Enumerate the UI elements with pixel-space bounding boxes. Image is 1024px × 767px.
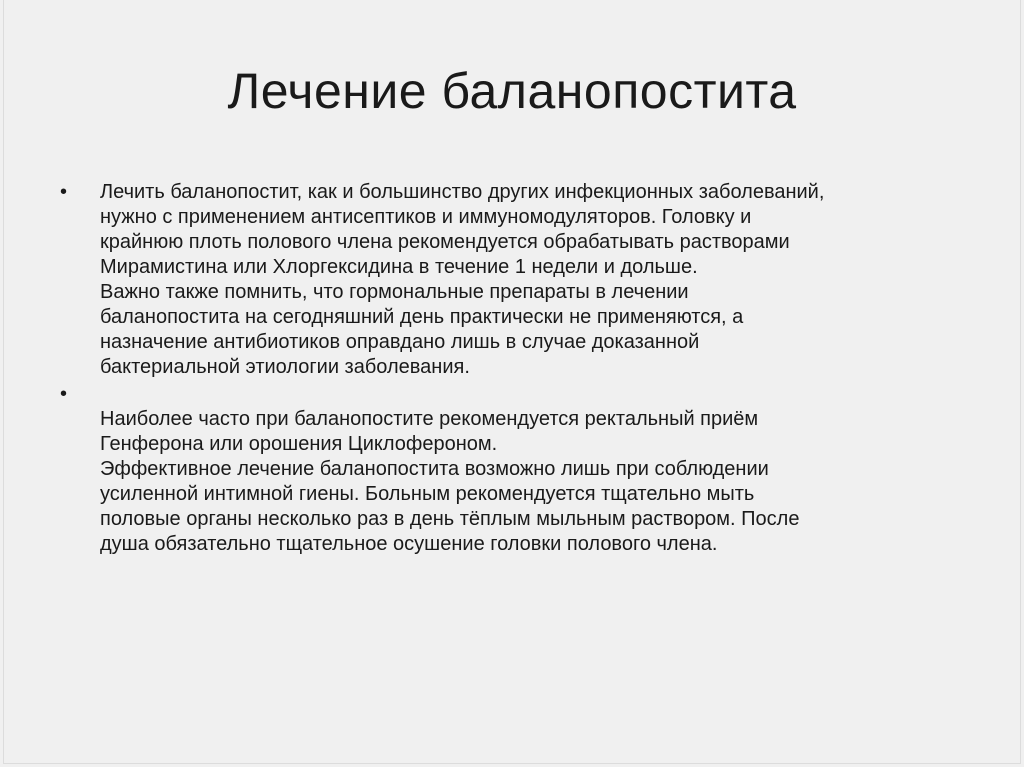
bullet-line: Мирамистина или Хлоргексидина в течение 1 недели и дольше. [100, 256, 698, 278]
bullet-line: половые органы несколько раз в день тёплым мыльным раствором. После [100, 508, 800, 530]
bullet-line: Важно также помнить, что гормональные препараты в лечении [100, 281, 689, 303]
bullet-line: баланопостита на сегодняшний день практически не применяются, а [100, 306, 744, 328]
bullet-line: назначение антибиотиков оправдано лишь в случае доказанной [100, 331, 700, 353]
slide-title: Лечение баланопостита [227, 63, 797, 119]
bullet-item-1 [60, 180, 920, 380]
bullet-line: Лечить баланопостит, как и большинство других инфекционных заболеваний, [100, 181, 825, 203]
bullet-icon: • [60, 181, 68, 203]
bullet-line: душа обязательно тщательное осушение головки полового члена. [100, 533, 718, 555]
bullet-line: нужно с применением антисептиков и иммуномодуляторов. Головку и [100, 206, 752, 228]
bullet-line: Генферона или орошения Циклофероном. [100, 433, 498, 455]
slide-body [60, 180, 920, 557]
bullet-line: бактериальной этиологии заболевания. [100, 356, 470, 378]
bullet-line: Наиболее часто при баланопостите рекомендуется ректальный приём [100, 408, 759, 430]
bullet-line [100, 382, 920, 407]
bullet-item-2 [60, 382, 920, 557]
bullet-line: усиленной интимной гиены. Больным рекомендуется тщательно мыть [100, 483, 755, 505]
bullet-line: крайнюю плоть полового члена рекомендуется обрабатывать растворами [100, 231, 790, 253]
bullet-line: Эффективное лечение баланопостита возможно лишь при соблюдении [100, 458, 769, 480]
bullet-icon: • [60, 383, 68, 405]
